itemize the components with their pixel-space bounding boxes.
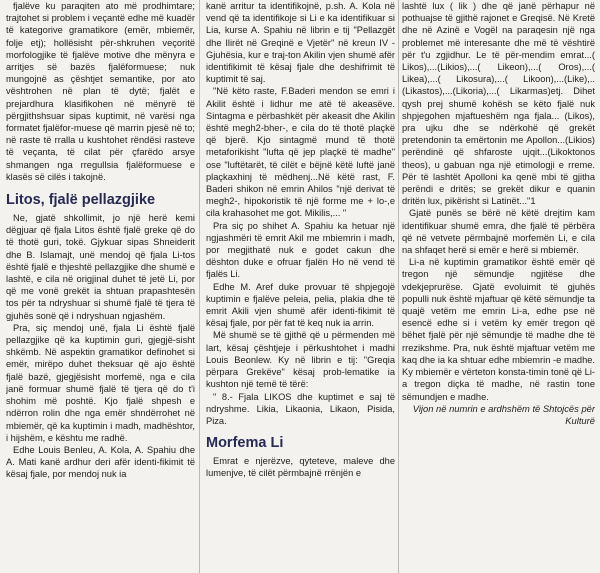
body-paragraph: Edhe M. Aref duke provuar të shpjegojë kuptimin e fjalëve peleia, pelia, plakia dhe të emrit Akili vjen shumë afër identi-fikimit të kësaj fjale, por për fat të keq nuk ia arrin. — [206, 281, 395, 329]
body-paragraph: Gjatë punës se bërë në këtë drejtim kam identifikuar shumë emra, dhe fjalë të përbëra që në vetvete përmbajnë morfemën Li, e cila na shfaqet herë si emër e herë si mbiemër. — [402, 208, 595, 256]
body-paragraph: Li-a në kuptimin gramatikor është emër që tregon një sëmundje ngjitëse dhe vdekjeprurëse. Gjatë evoluimit të gjuhës populli nuk është mjaftuar që këtë sëmundje ta quajë vetëm me emrin Li-a, edhe pse në esencë edhe si i vetëm ky emër tregon që bëhet fjalë për një sëmundje të madhe dhe të rrezikshme. Pra, nuk është mjaftuar vetëm me kaq dhe ia ka shtuar edhe mbiemrin -e madhe. Ky mbiemër e vërteton konsta-timin tonë që Li-a tregon diçka të madhe, në rastin tone sëmundjen e madhe. — [402, 257, 595, 402]
article-column-3 — [402, 0, 595, 573]
section-heading-morfema: Morfema Li — [206, 435, 284, 452]
section-heading-litos: Litos, fjalë pellazgjike — [6, 192, 156, 209]
body-paragraph: Emrat e njerëzve, qyteteve, maleve dhe lumenjve, të cilët përmbajnë rrënjën e — [206, 456, 395, 479]
column-divider — [199, 0, 200, 573]
article-column-2 — [206, 0, 395, 573]
continuation-note: Vijon në numrin e ardhshëm të Shtojcës për Kulturë — [412, 402, 595, 426]
body-paragraph: kanë arritur ta identifikojnë, p.sh. A. Kola në vend që ta identifikoje si Li e ka identifikuar si Lia, kurse A. Spahiu në librin e tij "Pellazgët dhe Ilirët në Greqinë e Vjetër" në kreun IV - Gjuhësia, kur e traj-ton Akilin vjen shumë afër identifikimit të kësaj fjale dhe deshifrimit të kuptimit të saj. — [206, 1, 395, 85]
body-paragraph: lashtë lux ( lik ) dhe që janë përhapur në pothuajse të gjithë rajonet e Greqisë. Në Kretë dhe në Azinë e Vogël na paraqesin një nga problemet më interesante dhe më të vështirë për t'u zgjidhur. Le të për-mendim emrat...( Likos),...(Likios),...( Likeon),...( Oros),...( Likea),...( Likosura),...( Likoon),...(Like),..(Likastos),...(Likoria),...( Likarmas)etj. Dihet qysh prej shumë kohësh se këto fjalë nuk shpjegohen mjaftueshëm nga fjala... (Likos), pra ujku dhe se ndërkohë që grekët pretendonin ta emërtonin me Apollon...(Likios) perëndinë që shfaroste ujqit...(Likoktonos theos), u gabuan nga një etimologji e rreme. Për të lashtët Apolloni ka qenë mbi të gjitha perëndi e dritës; se grekët dikur e quanin dritën lux, pikërisht si Latinët..."1 — [402, 1, 595, 207]
body-paragraph: fjalëve ku paraqiten ato më prodhimtare; trajtohet si problem i veçantë edhe më kuadër të kategorive gramatikore (emër, mbiemër, folje etj); hollësisht për-shkruhen veçoritë morfologjike të fjalëve motive dhe mënyra e arritjes së bazës fjalëformuese; nuk mungojnë as çështjet semantike, por ato vështrohen në plan të dytë; fjalët e prejardhura klasifikohen në mënyrë të përgjithshsuar sipas kuptimit, në varësi nga formatet fjalëfor-muese që marrin pjesë në to; në raste të rralla u kushtohet rëndësi rasteve të veçanta, të cilat për çfarëdo arsye shmangen nga rregullsia fjalëformuese e klasës së cilës i takojnë. — [6, 1, 195, 182]
body-paragraph: Pra siç po shihet A. Spahiu ka hetuar një ngjashmëri të emrit Akil me mbiemrin i madh, por megjithatë nuk e godet cakun dhe dështon duke e ofruar fjalën Ho në vend të fjalës Li. — [206, 220, 395, 280]
article-column-1 — [6, 0, 195, 573]
body-paragraph: Më shumë se të gjithë që u përmenden më lart, kësaj çështjeje i përkushtohet i madhi Louis Beonlew. Ky në librin e tij: "Greqia përpara Grekëve" kësaj prob-lematike ia kushton një temë të tërë: — [206, 330, 395, 390]
column-divider — [398, 0, 399, 573]
quote-paragraph: " 8.- Fjala LIKOS dhe kuptimet e saj të ndryshme. Likia, Likaonia, Likaon, Pisida, Piza. — [206, 391, 395, 426]
quote-paragraph: "Në këto raste, F.Baderi mendon se emri i Akilit është i lidhur me atë të akeasëve. Sintagma e përbashkët për akeasit dhe Akilin është megh2-bher-, e cila do të thotë plaçkë që bjerë. Kjo sintagmë mund të thotë metaforikisht "lufta që jep plaçkë të madhe" ose "luftëtarët, të cilët e bëjnë këtë luftë janë plaçkaxhinj të mëdhenj...Në këtë rast, F. Baderi shikon në emrin Ahilos "një derivat të megh2-, hipokoristik të një forme me + lo-,e cila krahasohet me got. Mikilis,... " — [206, 86, 395, 219]
body-paragraph: Pra, siç mendoj unë, fjala Li është fjalë pellazgjike që ka kuptimin guri, gjegjë-sisht shkëmb. Në aspektin gramatikor definohet si emër, mirëpo duhet theksuar që ajo është fjalë bazë, gjegjësisht morfemë, nga e cila janë formuar shumë fjalë të tjera që do t'i shohim më poshtë. Kjo fjalë shpesh e ndërron rolin dhe nga emër shndërrohet në mbiemër, që ka kuptimin i madh, madhështor, i hijshëm, e kështu me radhë. — [6, 322, 195, 443]
body-paragraph: Ne, gjatë shkollimit, jo një herë kemi dëgjuar që fjala Litos është fjalë greke që do të thotë guri, tokë. Gjykuar sipas Shneiderit dhe B. Islamajt, unë mendoj që fjala Li-tos është fjalë e thjeshtë pellazgjike dhe shumë e lashtë, e cila në origjinal duhet të jetë Li, por që me vonë grekët ia shtuan prapashtesën tos për ta ndryshuar si shumë fjalë të tjera të gjuhës sonë që i ndryshuan ngjashëm. — [6, 213, 195, 321]
body-paragraph: Edhe Louis Benleu, A. Kola, A. Spahiu dhe A. Mati kanë ardhur deri afër identi-fikimit të kësaj fjale, por mendoj nuk ia — [6, 444, 195, 480]
